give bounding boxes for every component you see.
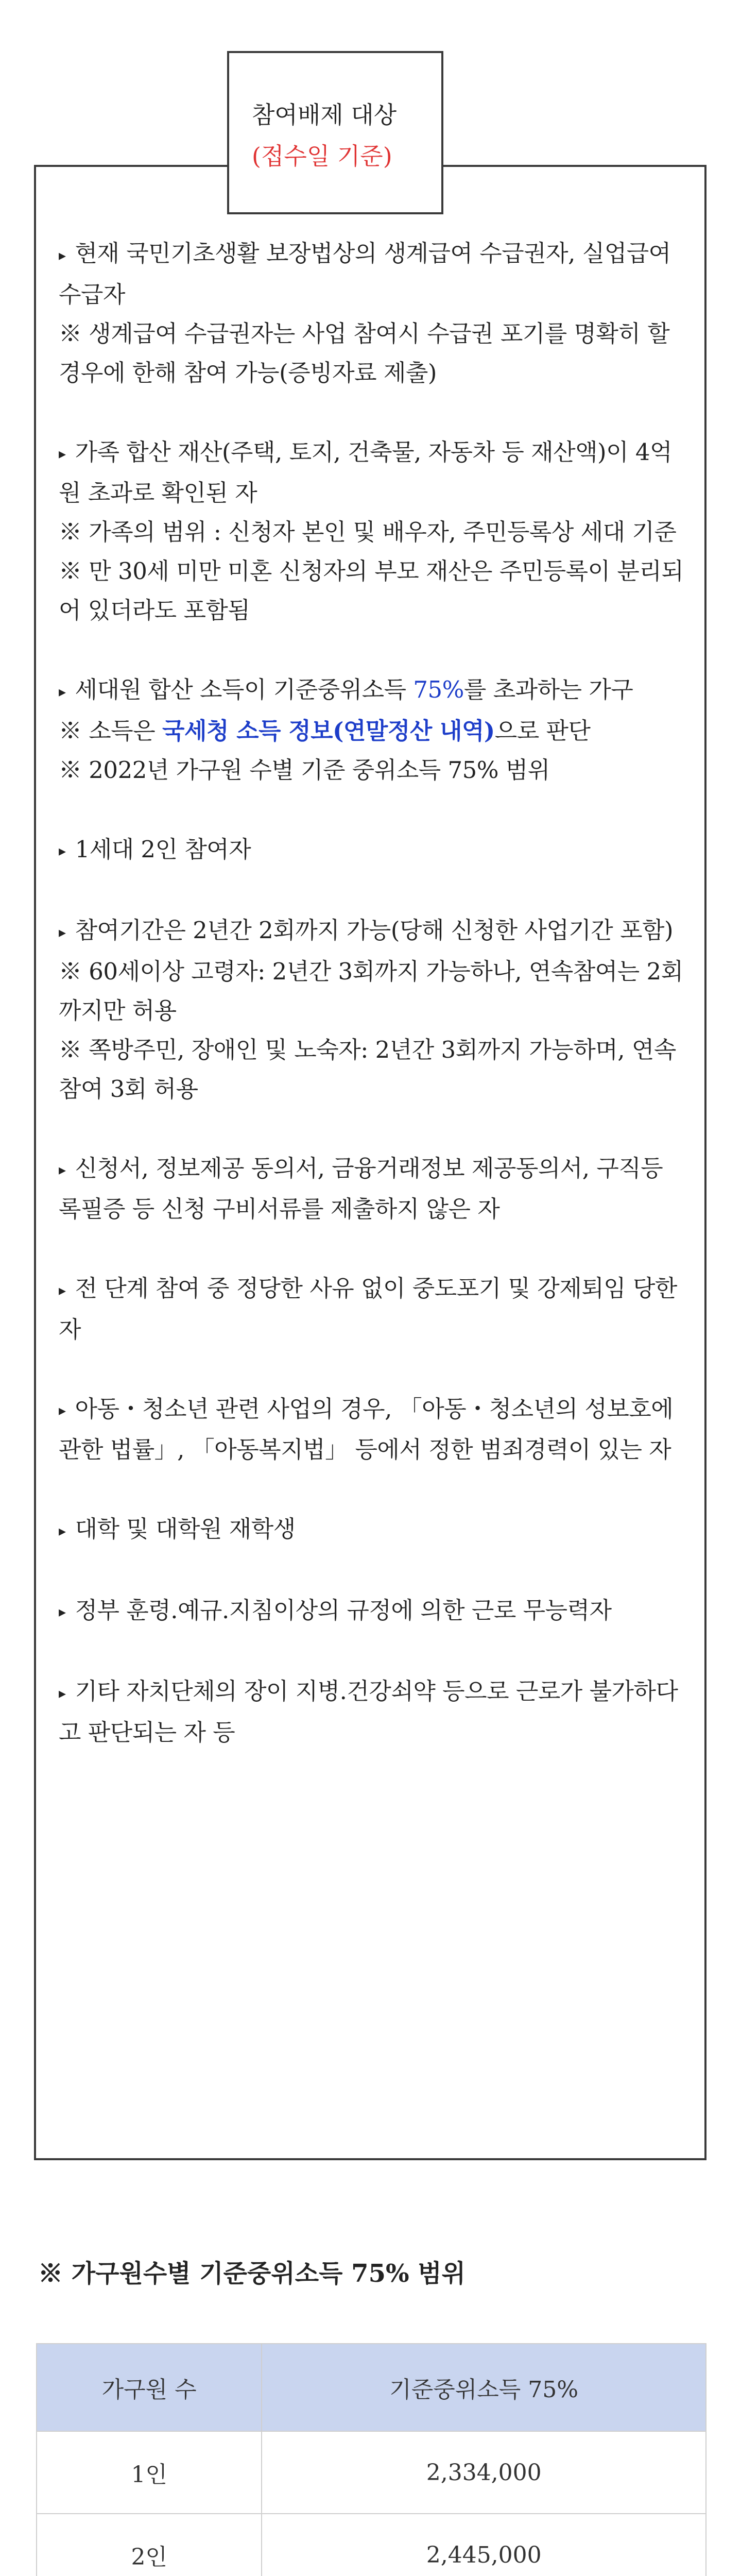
- median-income-header: 기준중위소득 75%: [262, 2344, 706, 2431]
- triangle-bullet-icon: ▸: [59, 1684, 66, 1702]
- exclusion-target-title: 참여배제 대상: [252, 101, 397, 129]
- triangle-bullet-icon: ▸: [59, 842, 66, 859]
- reception-date-note: (접수일 기준): [252, 142, 392, 170]
- exclusion-item-10: ▸ 정부 훈령.예규.지침이상의 규정에 의한 근로 무능력자: [59, 1596, 612, 1624]
- table-row: 1인 2,334,000: [37, 2431, 706, 2514]
- triangle-bullet-icon: ▸: [59, 1161, 66, 1178]
- table-header-row: [37, 2344, 706, 2431]
- exclusion-item-4: ▸ 1세대 2인 참여자: [59, 835, 251, 863]
- triangle-bullet-icon: ▸: [59, 445, 66, 462]
- exclusion-criteria-box: [34, 165, 706, 2160]
- triangle-bullet-icon: ▸: [59, 1603, 66, 1620]
- exclusion-item-6: ▸ 신청서, 정보제공 동의서, 금융거래정보 제공동의서, 구직등록필증 등 신청 구비서류를 제출하지 않은 자: [59, 1154, 663, 1223]
- exclusion-item-11: ▸ 기타 자치단체의 장이 지병.건강쇠약 등으로 근로가 불가하다고 판단되는 자 등: [59, 1677, 678, 1746]
- triangle-bullet-icon: ▸: [59, 923, 66, 941]
- triangle-bullet-icon: ▸: [59, 1281, 66, 1299]
- triangle-bullet-icon: ▸: [59, 1522, 66, 1539]
- exclusion-target-label: [227, 51, 443, 214]
- household-size-header: 가구원 수: [37, 2344, 262, 2431]
- exclusion-item-9: ▸ 대학 및 대학원 재학생: [59, 1515, 296, 1543]
- triangle-bullet-icon: ▸: [59, 246, 66, 264]
- exclusion-item-3: ▸ 세대원 합산 소득이 기준중위소득 75%를 초과하는 가구 ※ 소득은 국세청 소득 정보(연말정산 내역)으로 판단 ※ 2022년 가구원 수별 기준 중위소득 75% 범위: [59, 676, 633, 784]
- triangle-bullet-icon: ▸: [59, 683, 66, 700]
- exclusion-item-7: ▸ 전 단계 참여 중 정당한 사유 없이 중도포기 및 강제퇴임 당한 자: [59, 1275, 677, 1343]
- income-table-title: ※ 가구원수별 기준중위소득 75% 범위: [38, 2259, 466, 2288]
- exclusion-item-1: ▸ 현재 국민기초생활 보장법상의 생계급여 수급권자, 실업급여 수급자 ※ 생계급여 수급권자는 사업 참여시 수급권 포기를 명확히 할 경우에 한해 참여 가능(증빙자료 제출): [59, 240, 671, 386]
- median-income-table: [36, 2343, 706, 2576]
- triangle-bullet-icon: ▸: [59, 1402, 66, 1419]
- table-row: 2인 2,445,000: [37, 2514, 706, 2576]
- exclusion-item-8: ▸ 아동・청소년 관련 사업의 경우, 「아동・청소년의 성보호에 관한 법률」, 「아동복지법」 등에서 정한 범죄경력이 있는 자: [59, 1395, 674, 1463]
- exclusion-item-2: ▸ 가족 합산 재산(주택, 토지, 건축물, 자동차 등 재산액)이 4억원 초과로 확인된 자 ※ 가족의 범위 : 신청자 본인 및 배우자, 주민등록상 세대 기준 ※ 만 30세 미만 미혼 신청자의 부모 재산은 주민등록이 분리되어 있더라도 포함됨: [59, 438, 684, 624]
- exclusion-item-5: ▸ 참여기간은 2년간 2회까지 가능(당해 신청한 사업기간 포함) ※ 60세이상 고령자: 2년간 3회까지 가능하나, 연속참여는 2회까지만 허용 ※ 쪽방주민, 장애인 및 노숙자: 2년간 3회까지 가능하며, 연속참여 3회 허용: [59, 917, 683, 1103]
